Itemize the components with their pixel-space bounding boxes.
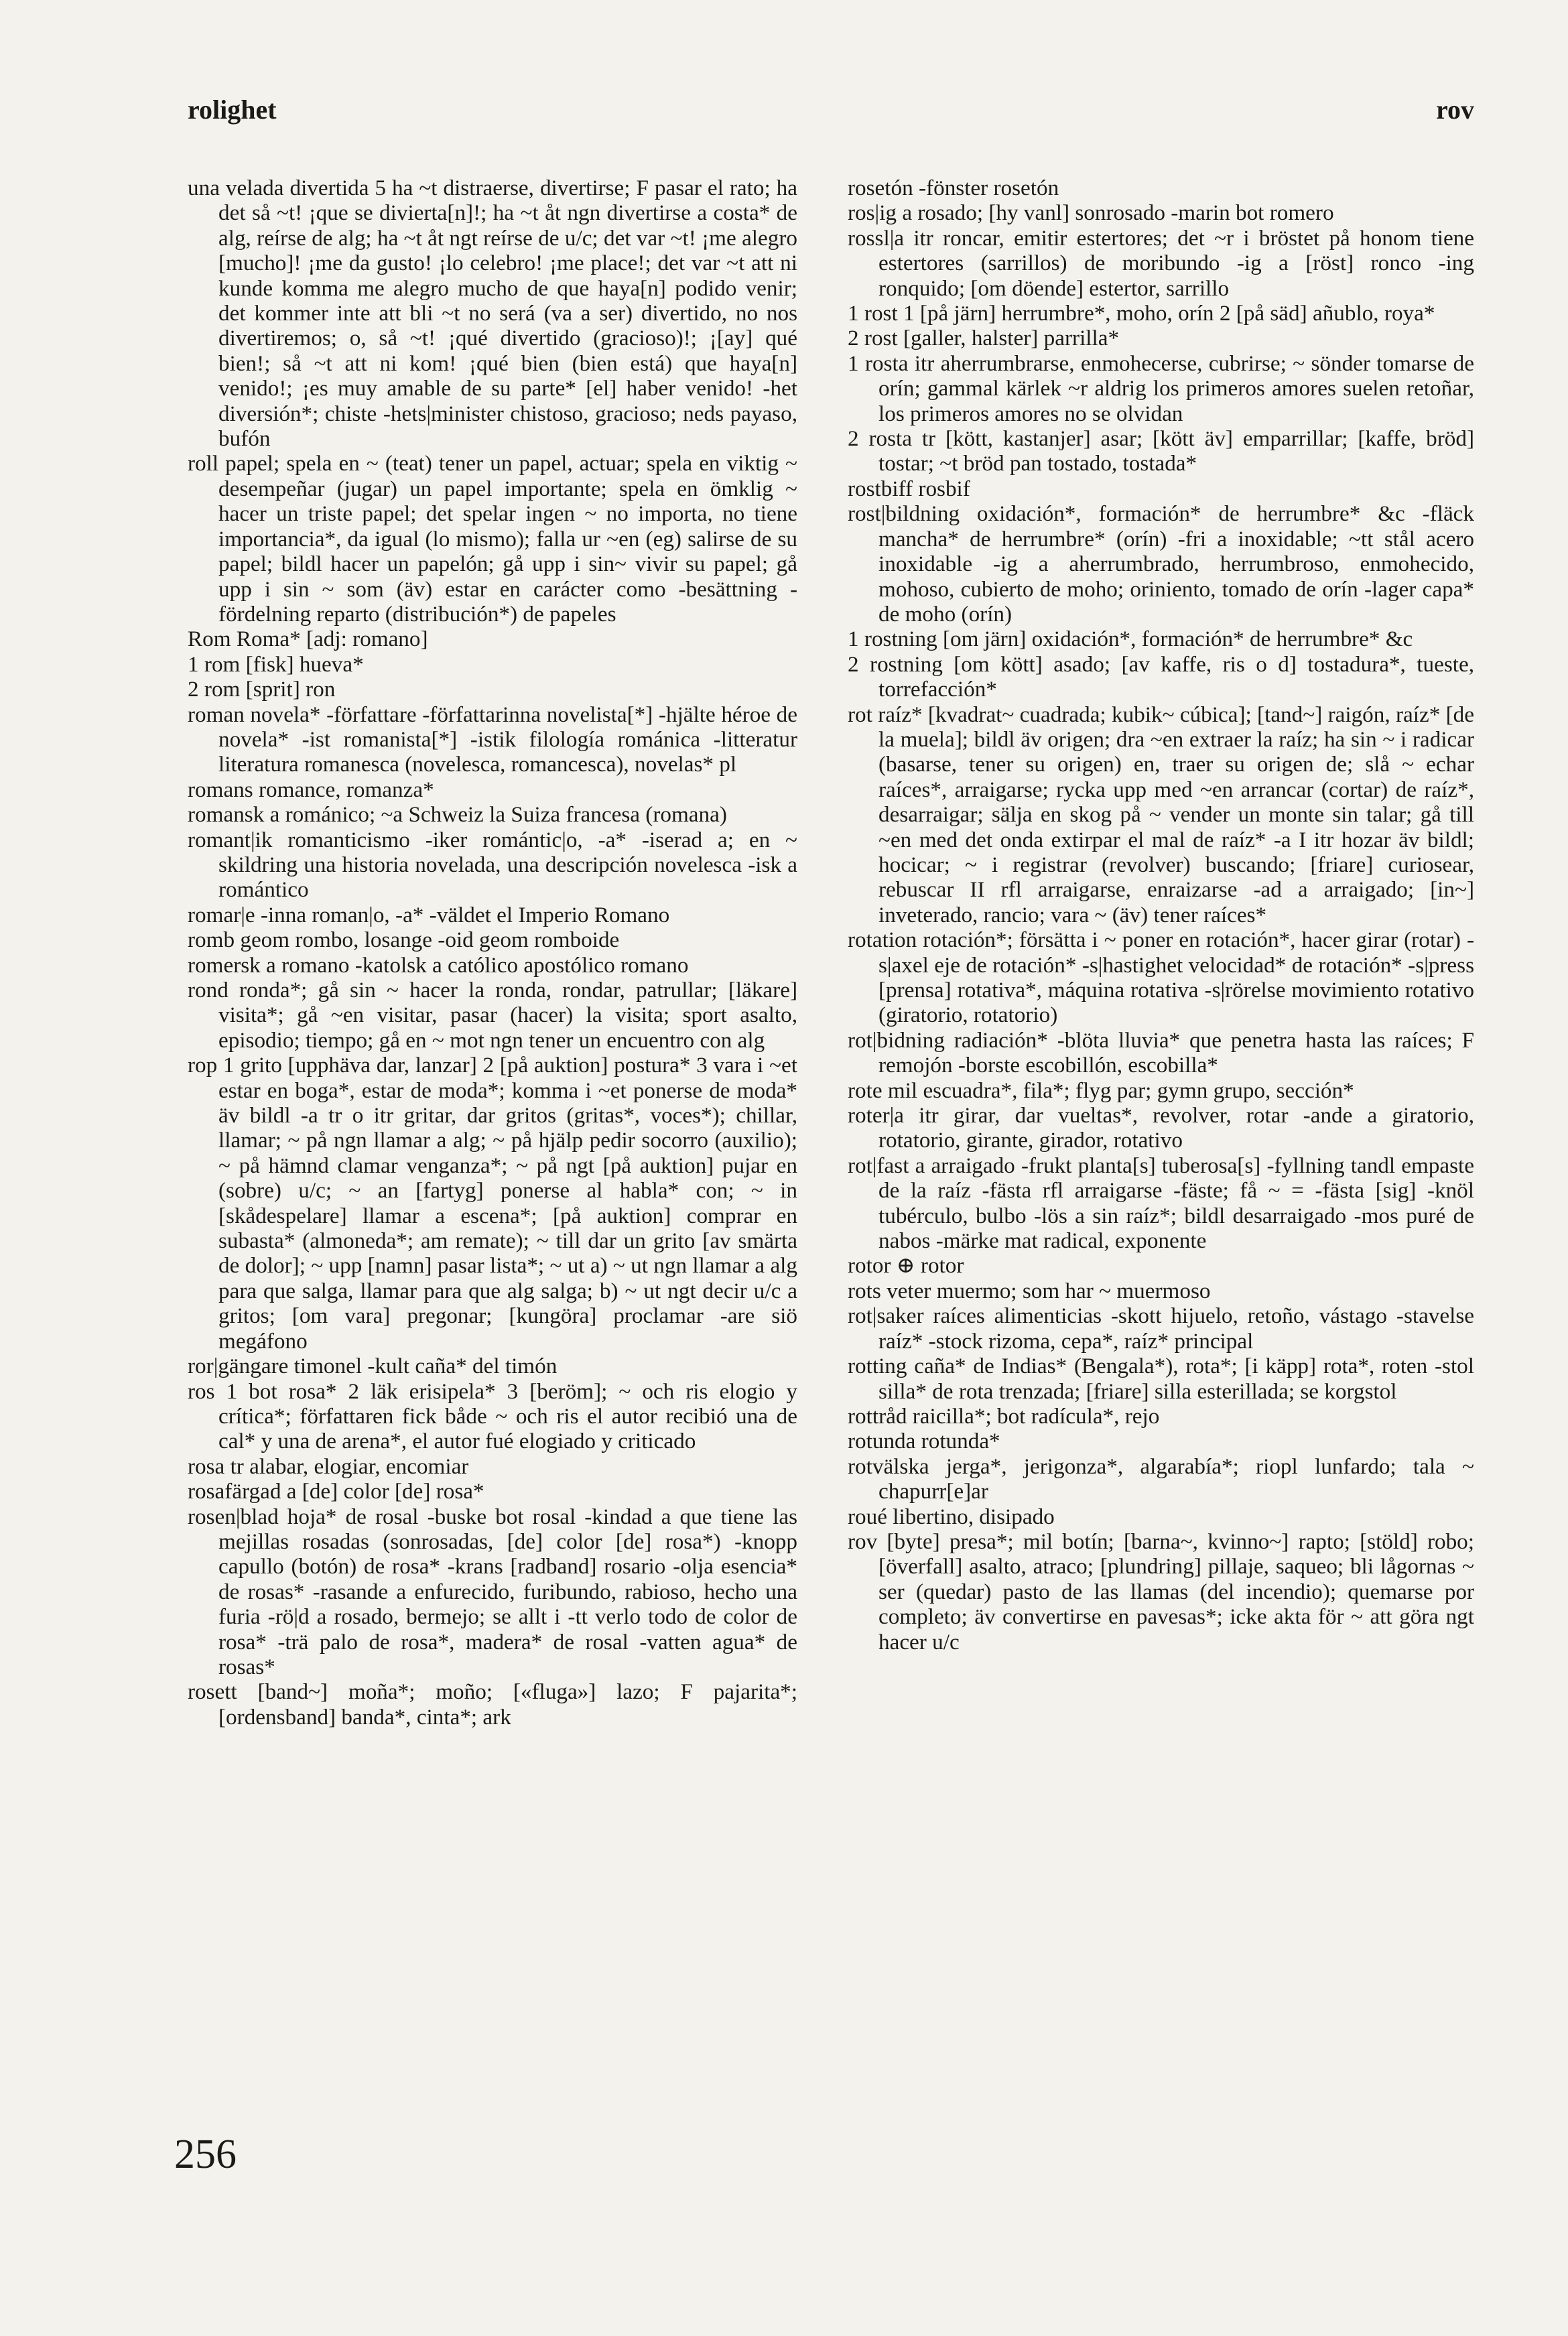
entry-rot: rot raíz* [kvadrat~ cuadrada; kubik~ cúbica]; [tand~] raigón, raíz* [de la muela]; bildl äv origen; dra ~en extraer la raíz; ha sin ~ i radicar (basarse, tener su origen) en, traer su origen de; slå ~ echar raíces*, arraigarse; rycka upp med ~en arrancar (cortar) de raíz*, desarraigar; sälja en skog på ~ vender un monte sin talar; gå till ~en med det onda extirpar el mal de raíz* -a I itr hozar äv bildl; hocicar; ~ i registrar (revolver) buscando; [friare] curiosear, rebuscar II rfl arraigarse, enraizarse -ad a arraigado; [in~] inveterado, rancio; vara ~ (äv) tener raíces* (848, 702, 1474, 927)
entry-rond: rond ronda*; gå sin ~ hacer la ronda, rondar, patrullar; [läkare] visita*; gå ~en visitar, pasar (hacer) la visita; sport asalto, episodio; tiempo; gå en ~ mot ngn tener un encuentro con alg (188, 978, 797, 1053)
entry-romare: romar|e -inna roman|o, -a* -väldet el Imperio Romano (188, 902, 670, 927)
entry-rotera: roter|a itr girar, dar vueltas*, revolver, rotar -ande a giratorio, rotatorio, girante, girador, rotativo (848, 1103, 1474, 1153)
entry-rop: rop 1 grito [upphäva dar, lanzar] 2 [på auktion] postura* 3 vara i ~et estar en boga*, estar de moda*; komma i ~et ponerse de moda* äv bildl -a tr o itr gritar, dar gritos (gritas*, voces*); chillar, llamar; ~ på ngn llamar a alg; ~ på hjälp pedir socorro (auxilio); ~ på hämnd clamar venganza*; ~ på ngt [på auktion] pujar en (sobre) u/c; ~ an [fartyg] ponerse al habla* con; ~ in [skådespelare] llamar a escena*; [på auktion] comprar en subasta* (almoneda*; am remate); ~ till dar un grito [av smärta de dolor]; ~ upp [namn] pasar lista*; ~ ut a) ~ ut ngn llamar a alg para que salga, llamar para que alg salga; b) ~ ut ngt decir u/c a gritos; [om vara] pregonar; [kungöra] proclamar -are siö megáfono (188, 1053, 797, 1354)
entry-rosett: rosett [band~] moña*; moño; [«fluga»] lazo; F pajarita*; [ordensband] banda*, cinta*; ark (188, 1679, 797, 1730)
entry-rostning-roast: 2 rostning [om kött] asado; [av kaffe, ris o d] tostadura*, tueste, torrefacción* (848, 651, 1474, 702)
entry-rosenblad: rosen|blad hoja* de rosal -buske bot rosal -kindad a que tiene las mejillas rosadas (sonrosadas, [de] color [de] rosa*) -knopp capullo (botón) de rosa* -krans [radband] rosario -olja esencia* de rosas* -rasande a enfurecido, furibundo, rabioso, hecho una furia -rö|d a rosado, bermejo; se allt i -tt verlo todo de color de rosa* -trä palo de rosa*, madera* de rosal -vatten agua* de rosas* (188, 1504, 797, 1679)
entry-rotvalska: rotvälska jerga*, jerigonza*, algarabía*; riopl lunfardo; tala ~ chapurr[e]ar (848, 1453, 1474, 1504)
entry-rostning-rust: 1 rostning [om järn] oxidación*, formación* de herrumbre* &c (848, 627, 1413, 652)
entry-continuation: una velada divertida 5 ha ~t distraerse, divertirse; F pasar el rato; ha det så ~t! ¡que se divierta[n]!; ha ~t åt ngn divertirse a costa* de alg, reírse de alg; ha ~t åt ngt reírse de u/c; det var ~t! ¡me alegro [mucho]! ¡me da gusto! ¡lo celebro! ¡me place!; det var ~t att ni kunde komma me alegro mucho de que haya[n] podido venir; det kommer inte att bli ~t no será (va a ser) divertido, no nos divertiremos; o, så ~t! ¡qué divertido (gracioso)!; ¡[ay] qué bien!; så ~t att ni kom! ¡qué bien (bien está) que haya[n] venido!; ¡es muy amable de su parte* [el] haber venido! -het diversión*; chiste -hets|minister chistoso, gracioso; neds payaso, bufón (188, 176, 797, 452)
entry-romans: romans romance, romanza* (188, 777, 434, 802)
entry-rov: rov [byte] presa*; mil botín; [barna~, kvinno~] rapto; [stöld] robo; [överfall] asalto, atraco; [plundring] pillaje, saqueo; bli lågornas ~ ser (quedar) pasto de las llamas (del incendio); quemarse por completo; äv convertirse en pavesas*; icke akta för ~ att göra ngt hacer u/c (848, 1529, 1474, 1654)
dictionary-column-right (848, 176, 1474, 1654)
entry-rotation: rotation rotación*; försätta i ~ poner en rotación*, hacer girar (rotar) -s|axel eje de rotación* -s|hastighet velocidad* de rotación* -s|press [prensa] rotativa*, máquina rotativa -s|rörelse movimiento rotativo (giratorio, rotatorio) (848, 927, 1474, 1028)
entry-rosafargad: rosafärgad a [de] color [de] rosa* (188, 1479, 484, 1504)
entry-rom-city: Rom Roma* [adj: romano] (188, 627, 428, 652)
entry-roll: roll papel; spela en ~ (teat) tener un papel, actuar; spela en viktig ~ desempeñar (jugar) un papel importante; spela en ömklig ~ hacer un triste papel; det spelar ingen ~ no importa, no tiene importancia*, da igual (lo mismo); falla ur ~en (eg) salirse de su papel; bildl hacer un papelón; gå upp i sin~ vivir su papel; gå upp i sin ~ som (äv) estar en carácter como -besättning -fördelning reparto (distribución*) de papeles (188, 451, 797, 627)
entry-roman: roman novela* -författare -författarinna novelista[*] -hjälte héroe de novela* -ist romanista[*] -istik filología románica -litteratur literatura romanesca (novelesca, romancesca), novelas* pl (188, 702, 797, 777)
entry-rosta-roast: 2 rosta tr [kött, kastanjer] asar; [kött äv] emparrillar; [kaffe, bröd] tostar; ~t bröd pan tostado, tostada* (848, 426, 1474, 476)
entry-rost-rust: 1 rost 1 [på järn] herrumbre*, moho, orín 2 [på säd] añublo, roya* (848, 301, 1435, 326)
page-header (0, 94, 1568, 134)
entry-rotor: rotor ⊕ rotor (848, 1253, 964, 1279)
entry-romantik: romant|ik romanticismo -iker romántic|o, -a* -iserad a; en ~ skildring una historia novelada, una descripción novelesca -isk a romántico (188, 827, 797, 903)
entry-rotfast: rot|fast a arraigado -frukt planta[s] tuberosa[s] -fyllning tandl empaste de la raíz -fästa rfl arraigarse -fäste; få ~ = -fästa [sig] -knöl tubérculo, bulbo -lös a sin raíz*; bildl desarraigado -mos puré de nabos -märke mat radical, exponente (848, 1153, 1474, 1254)
entry-rotting: rotting caña* de Indias* (Bengala*), rota*; [i käpp] rota*, roten -stol silla* de rota trenzada; [friare] silla esterillada; se korgstol (848, 1354, 1474, 1404)
entry-rosa: rosa tr alabar, elogiar, encomiar (188, 1453, 469, 1479)
entry-ros: ros 1 bot rosa* 2 läk erisipela* 3 [beröm]; ~ och ris elogio y crítica*; författaren fick både ~ och ris el autor recibió una de cal* y una de arena*, el autor fué elogiado y criticado (188, 1378, 797, 1454)
entry-rost-grill: 2 rost [galler, halster] parrilla* (848, 326, 1120, 351)
entry-rottrad: rottråd raicilla*; bot radícula*, rejo (848, 1403, 1160, 1429)
entry-rote: rote mil escuadra*, fila*; flyg par; gymn grupo, sección* (848, 1078, 1354, 1103)
page-number: 256 (174, 2132, 237, 2177)
entry-rom-rum: 2 rom [sprit] ron (188, 677, 336, 702)
header-guide-word-last: rov (1435, 94, 1474, 125)
entry-rossla: rossl|a itr roncar, emitir estertores; det ~r i bröstet på honom tiene estertores (sarrillos) de moribundo -ig a [röst] ronco -ing ronquido; [om döende] estertor, sarrillo (848, 225, 1474, 301)
entry-rosig: ros|ig a rosado; [hy vanl] sonrosado -marin bot romero (848, 200, 1334, 226)
entry-rotsaker: rot|saker raíces alimenticias -skott hijuelo, retoño, vástago -stavelse raíz* -stock rizoma, cepa*, raíz* principal (848, 1303, 1474, 1354)
entry-rorgangare: ror|gängare timonel -kult caña* del timón (188, 1354, 558, 1379)
entry-rots: rots veter muermo; som har ~ muermoso (848, 1278, 1211, 1303)
entry-rostbiff: rostbiff rosbif (848, 476, 970, 501)
entry-rotbildning: rot|bidning radiación* -blöta lluvia* que penetra hasta las raíces; F remojón -borste escobillón, escobilla* (848, 1027, 1474, 1078)
entry-roue: roué libertino, disipado (848, 1504, 1055, 1529)
entry-romersk: romersk a romano -katolsk a católico apostólico romano (188, 952, 689, 978)
entry-romansk: romansk a románico; ~a Schweiz la Suiza francesa (romana) (188, 802, 727, 828)
entry-rostbildning: rost|bildning oxidación*, formación* de herrumbre* &c -fläck mancha* de herrumbre* (orín) -fri a inoxidable; ~tt stål acero inoxidable -ig a aherrumbrado, herrumbroso, enmohecido, mohoso, cubierto de moho; oriniento, tomado de orín -lager capa* de moho (orín) (848, 501, 1474, 627)
entry-rosta-rust: 1 rosta itr aherrumbrarse, enmohecerse, cubrirse; ~ sönder tomarse de orín; gammal kärlek ~r aldrig los primeros amores suelen retoñar, los primeros amores no se olvidan (848, 350, 1474, 426)
entry-rom-fish: 1 rom [fisk] hueva* (188, 651, 364, 677)
entry-rotunda: rotunda rotunda* (848, 1429, 1000, 1454)
dictionary-column-left (188, 176, 797, 1730)
header-guide-word-first: rolighet (188, 94, 277, 125)
entry-romb: romb geom rombo, losange -oid geom romboide (188, 927, 620, 953)
entry-continuation: rosetón -fönster rosetón (848, 176, 1059, 200)
